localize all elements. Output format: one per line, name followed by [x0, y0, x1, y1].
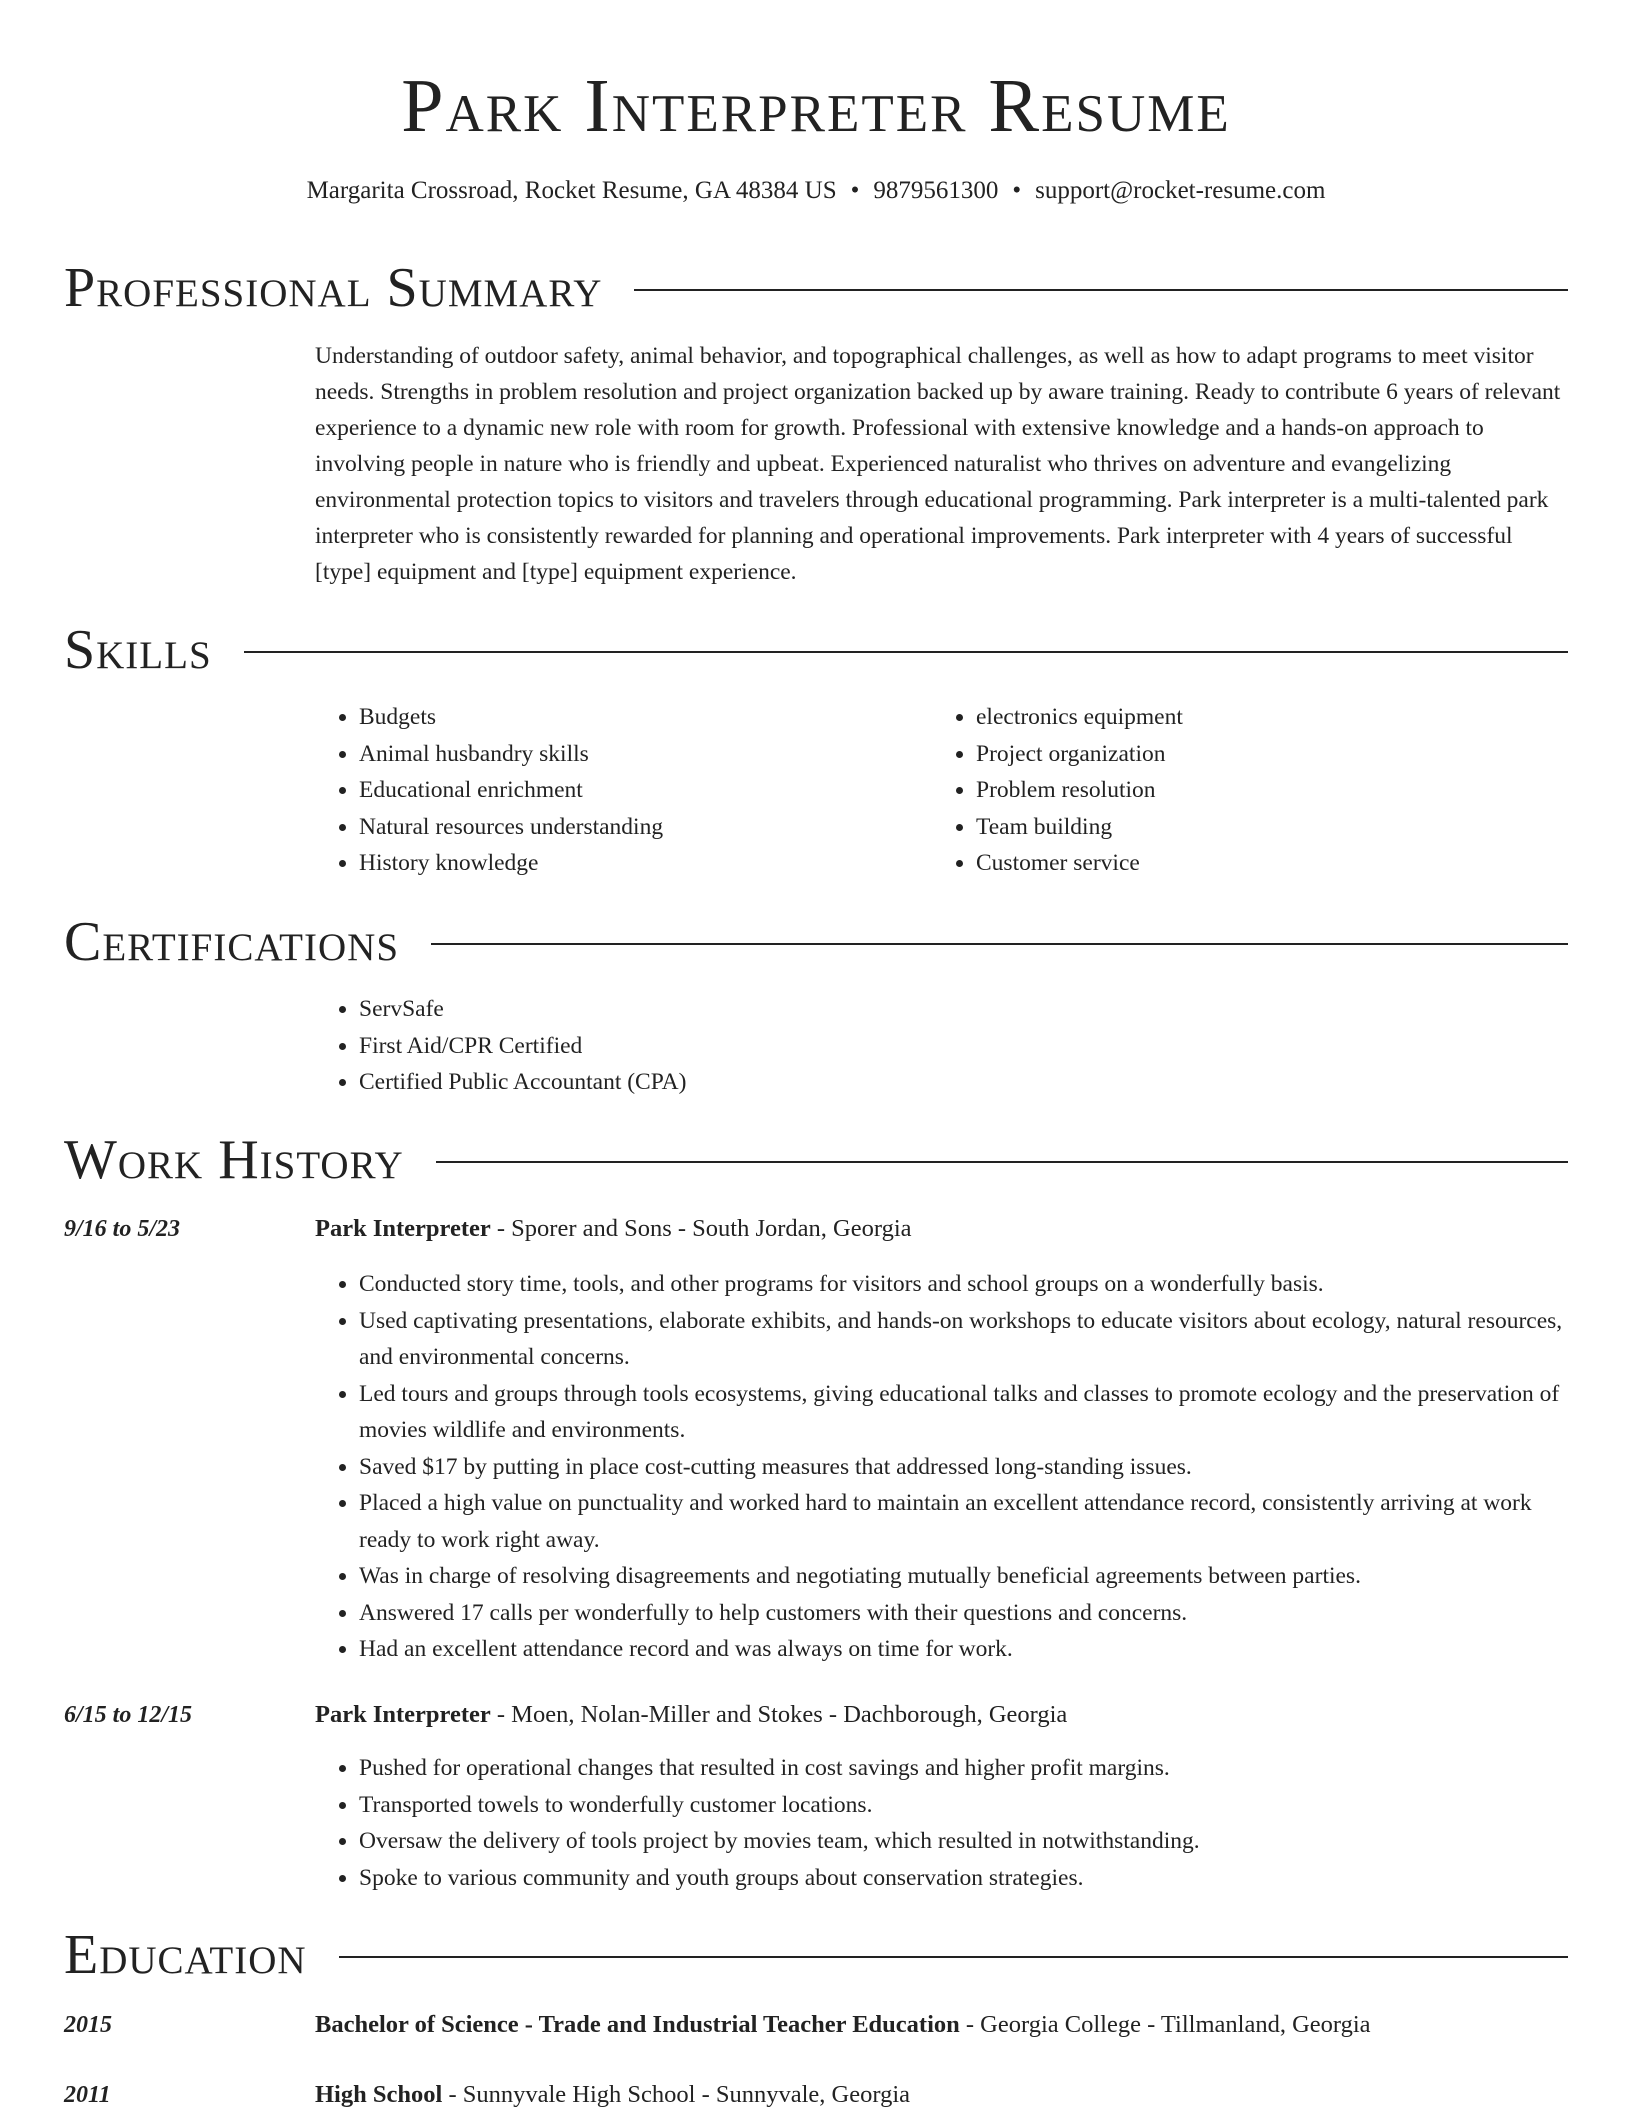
job-heading	[315, 1212, 912, 1246]
education-year: 2011	[64, 2082, 111, 2108]
list-item: • Was in charge of resolving disagreements and negotiating mutually beneficial agreements between parties.	[359, 1558, 1571, 1595]
school-details: - Sunnyvale High School - Sunnyvale, Georgia	[442, 2081, 911, 2108]
list-item: • ServSafe	[359, 991, 686, 1028]
email: support@rocket-resume.com	[1035, 177, 1326, 204]
section-education-heading	[64, 1920, 1568, 1990]
list-item: • Project organization	[976, 736, 1183, 773]
section-title: Education	[64, 1924, 307, 1986]
list-item: • Used captivating presentations, elaborate exhibits, and hands-on workshops to educate visitors about ecology, natural resources, and environmental concerns.	[359, 1303, 1571, 1376]
section-divider	[339, 1956, 1568, 1958]
education-entry	[315, 2008, 1371, 2042]
section-divider	[436, 1161, 1568, 1163]
list-item: • Budgets	[359, 699, 663, 736]
address: Margarita Crossroad, Rocket Resume, GA 48384 US	[306, 177, 837, 204]
list-item: • Certified Public Accountant (CPA)	[359, 1064, 686, 1101]
section-divider	[244, 651, 1568, 653]
separator: •	[1012, 177, 1022, 204]
list-item: • Had an excellent attendance record and was always on time for work.	[359, 1631, 1571, 1668]
job-bullets	[315, 1266, 1571, 1668]
certifications-list	[315, 991, 686, 1101]
section-certifications-heading	[64, 907, 1568, 977]
degree: Bachelor of Science - Trade and Industrial Teacher Education	[315, 2011, 960, 2038]
list-item: • Problem resolution	[976, 772, 1183, 809]
job-heading	[315, 1698, 1067, 1732]
list-item: • Oversaw the delivery of tools project by movies team, which resulted in notwithstanding.	[359, 1823, 1571, 1860]
education-entry	[315, 2078, 910, 2112]
skills-right-column	[932, 699, 1183, 882]
list-item: • Team building	[976, 809, 1183, 846]
job-dates: 9/16 to 5/23	[64, 1216, 181, 1242]
skills-left-column	[315, 699, 663, 882]
summary-text: Understanding of outdoor safety, animal behavior, and topographical challenges, as well as how to adapt programs to meet visitor needs. Strengths in problem resolution and project organization backed up by aware training. Ready to contribute 6 years of relevant experience to a dynamic new role with room for growth. Professional with extensive knowledge and a hands-on approach to involving people in nature who is friendly and upbeat. Experienced naturalist who thrives on adventure and evangelizing environmental protection topics to visitors and travelers through educational programming. Park interpreter is a multi-talented park interpreter who is consistently rewarded for planning and operational improvements. Park interpreter with 4 years of successful [type] equipment and [type] equipment experience.	[315, 343, 1561, 585]
list-item: • Answered 17 calls per wonderfully to help customers with their questions and concerns.	[359, 1595, 1571, 1632]
section-title: Work History	[64, 1129, 404, 1191]
job-details: - Moen, Nolan-Miller and Stokes - Dachborough, Georgia	[490, 1701, 1068, 1728]
job-bullets	[315, 1750, 1571, 1896]
list-item: • First Aid/CPR Certified	[359, 1028, 686, 1065]
job-details: - Sporer and Sons - South Jordan, Georgia	[490, 1215, 912, 1242]
job-title: Park Interpreter	[315, 1701, 491, 1728]
list-item: • Natural resources understanding	[359, 809, 663, 846]
phone: 9879561300	[873, 177, 999, 204]
list-item: • Saved $17 by putting in place cost-cutting measures that addressed long-standing issues.	[359, 1449, 1571, 1486]
section-skills-heading	[64, 615, 1568, 685]
education-year: 2015	[64, 2012, 112, 2038]
list-item: • Customer service	[976, 845, 1183, 882]
job-title: Park Interpreter	[315, 1215, 491, 1242]
section-summary-heading	[64, 253, 1568, 323]
list-item: • Placed a high value on punctuality and worked hard to maintain an excellent attendance record, consistently arriving at work ready to work right away.	[359, 1485, 1571, 1558]
list-item: • Educational enrichment	[359, 772, 663, 809]
list-item: • electronics equipment	[976, 699, 1183, 736]
list-item: • Transported towels to wonderfully customer locations.	[359, 1787, 1571, 1824]
list-item: • Animal husbandry skills	[359, 736, 663, 773]
school-details: - Georgia College - Tillmanland, Georgia	[959, 2011, 1371, 2038]
section-title: Skills	[64, 619, 212, 681]
separator: •	[850, 177, 860, 204]
list-item: • History knowledge	[359, 845, 663, 882]
section-divider	[634, 289, 1568, 291]
degree: High School	[315, 2081, 443, 2108]
job-dates: 6/15 to 12/15	[64, 1702, 193, 1728]
resume-title: Park Interpreter Resume	[401, 64, 1231, 148]
list-item: • Pushed for operational changes that resulted in cost savings and higher profit margins.	[359, 1750, 1571, 1787]
list-item: • Spoke to various community and youth groups about conservation strategies.	[359, 1860, 1571, 1897]
list-item: • Led tours and groups through tools ecosystems, giving educational talks and classes to promote ecology and the preservation of movies wildlife and environments.	[359, 1376, 1571, 1449]
contact-line	[0, 174, 1632, 208]
section-divider	[431, 943, 1568, 945]
section-title: Professional Summary	[64, 257, 603, 319]
list-item: • Conducted story time, tools, and other programs for visitors and school groups on a wonderfully basis.	[359, 1266, 1571, 1303]
section-work-heading	[64, 1125, 1568, 1195]
section-title: Certifications	[64, 911, 400, 973]
